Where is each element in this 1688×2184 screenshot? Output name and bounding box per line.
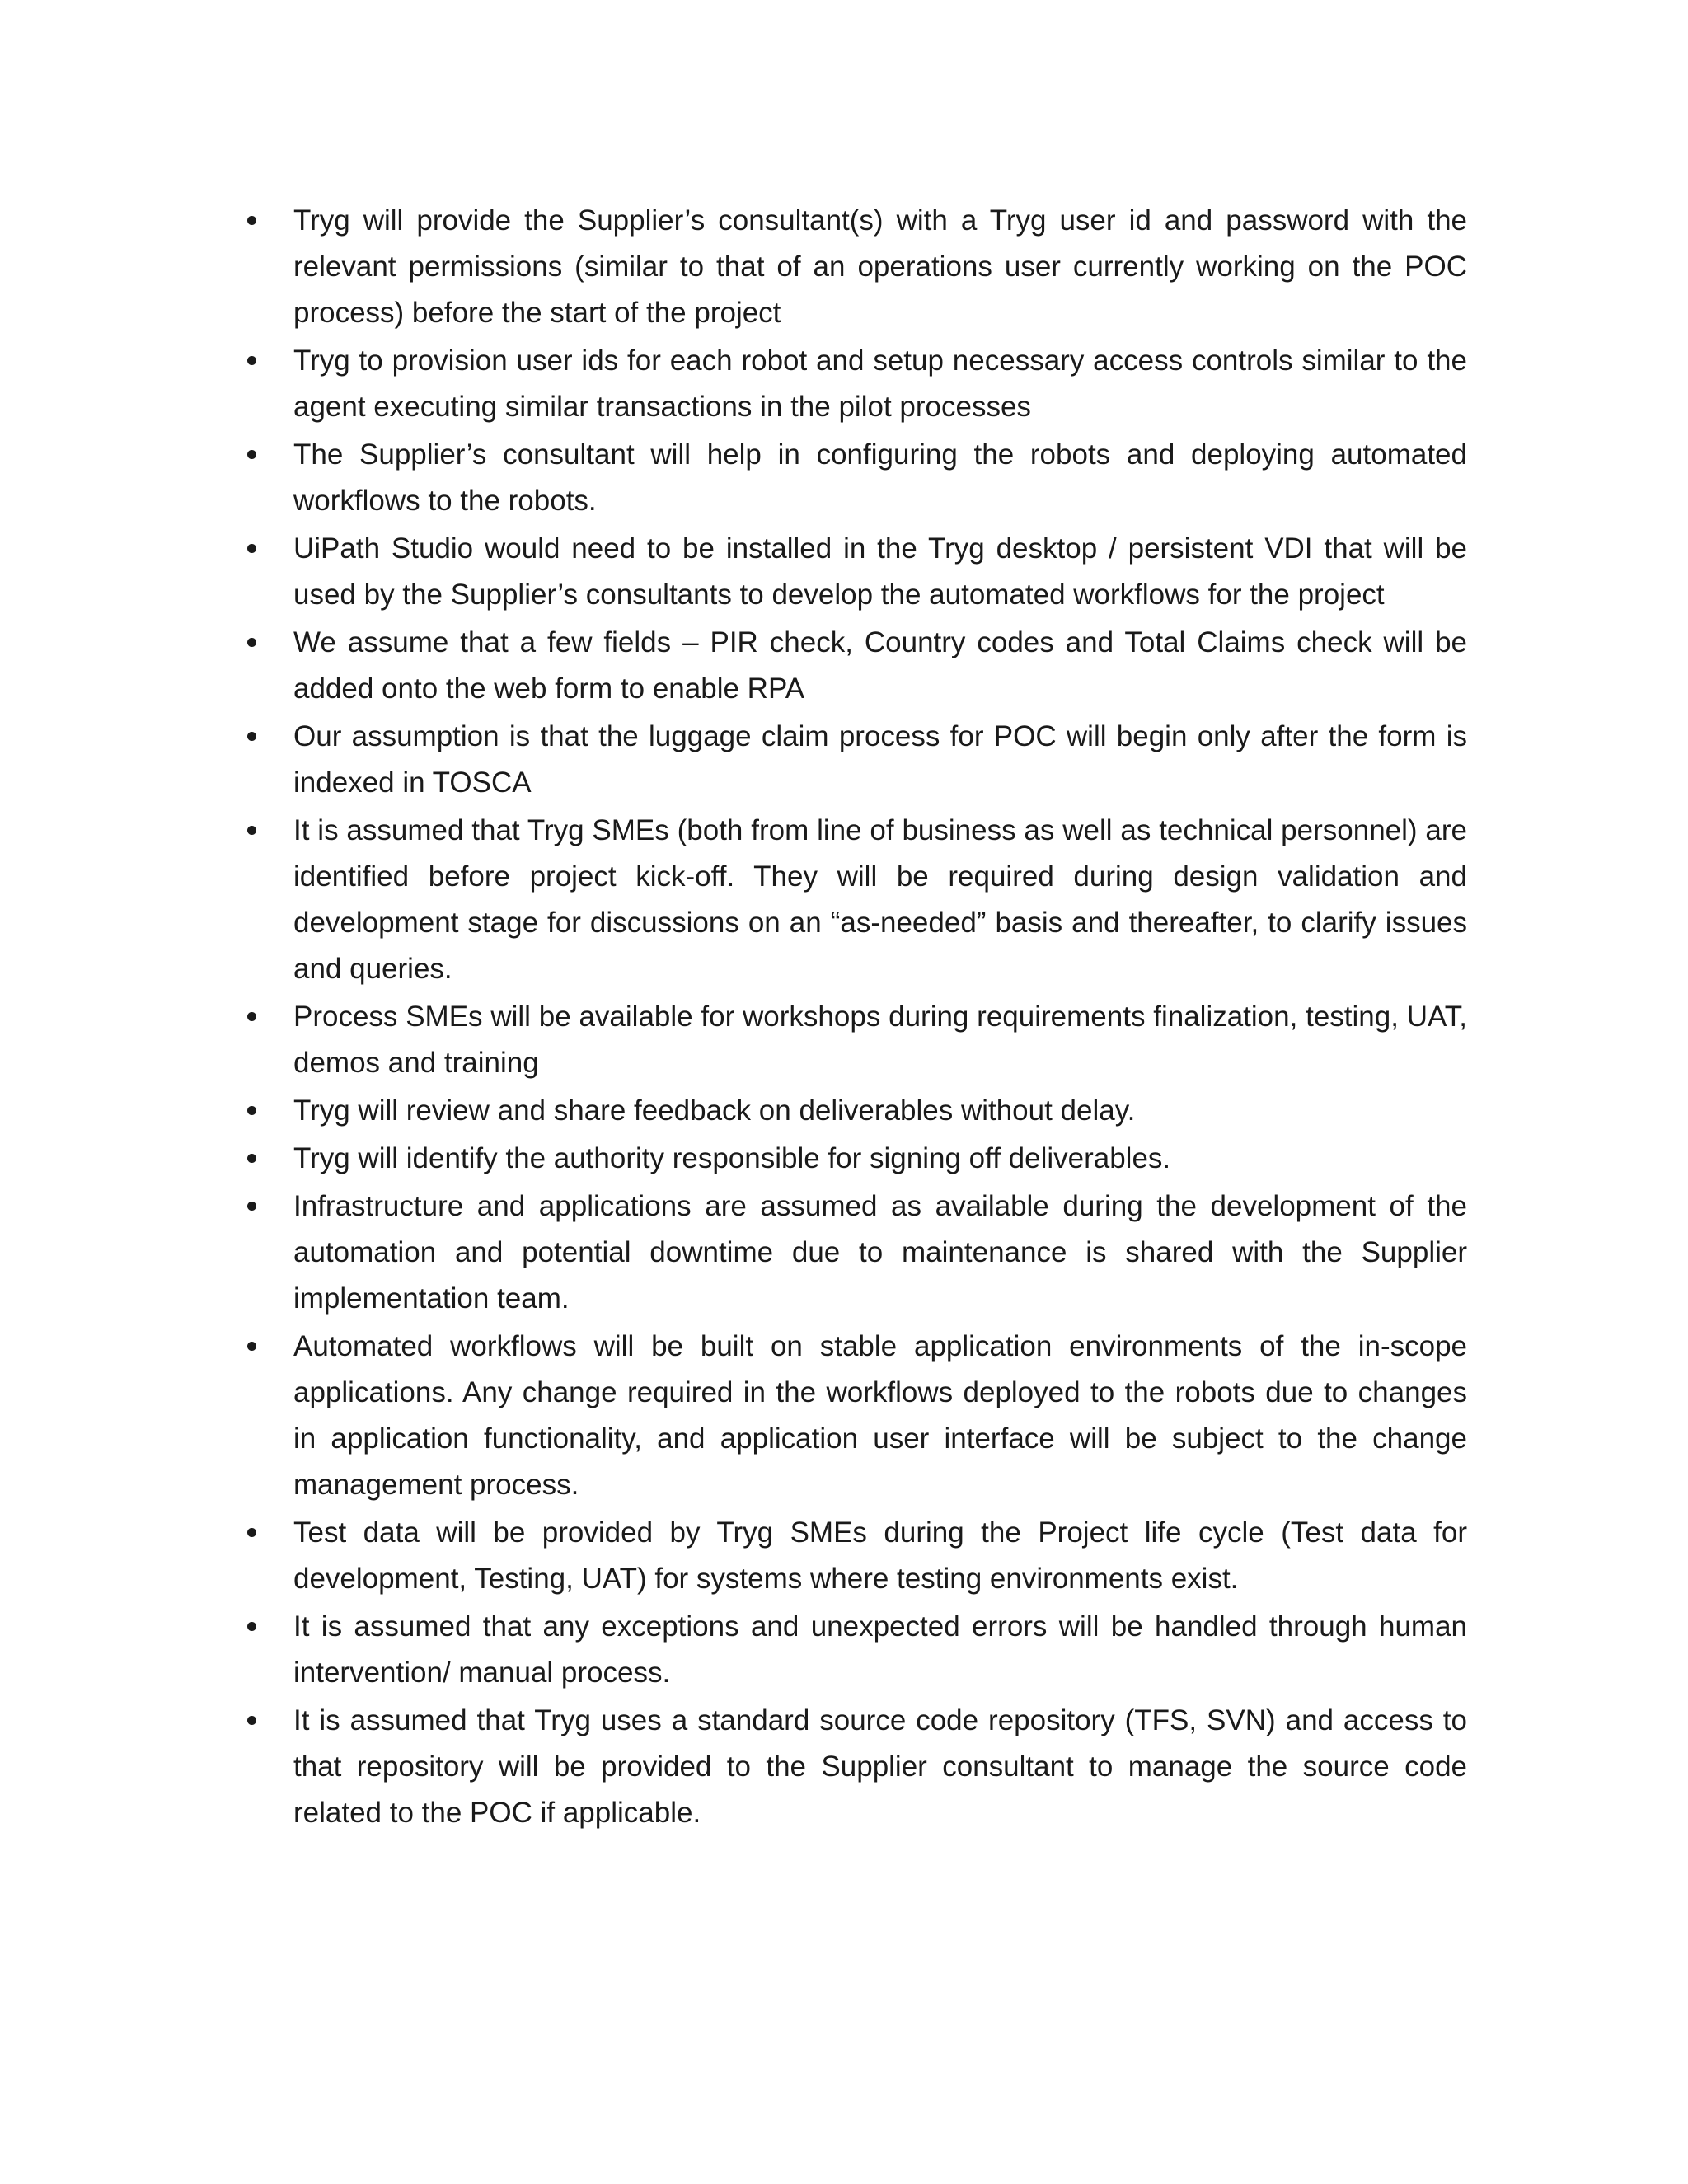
list-item [247,1183,1467,1322]
list-item-text: It is assumed that any exceptions and unexpected errors will be handled through human intervention/ manual process. [293,1610,1467,1689]
bullet-icon [247,1154,256,1163]
list-item-text: Tryg will review and share feedback on deliverables without delay. [293,1094,1136,1127]
list-item-text: Tryg to provision user ids for each robot and setup necessary access controls similar to the agent executing similar transactions in the pilot processes [293,344,1467,423]
list-item [247,620,1467,712]
list-item [247,198,1467,336]
list-item [247,1698,1467,1836]
list-item [247,1604,1467,1696]
bullet-icon [247,450,256,459]
list-item [247,526,1467,618]
bullet-icon [247,544,256,553]
list-item-text: Infrastructure and applications are assumed as available during the development of the automation and potential downtime due to maintenance is shared with the Supplier implementation team. [293,1190,1467,1315]
list-item-text: Tryg will provide the Supplier’s consultant(s) with a Tryg user id and password with the relevant permissions (similar to that of an operations user currently working on the POC process) before the start of the project [293,204,1467,329]
bullet-icon [247,216,256,225]
bullet-icon [247,826,256,835]
list-item-text: It is assumed that Tryg uses a standard source code repository (TFS, SVN) and access to that repository will be provided to the Supplier consultant to manage the source code related to the POC if applicable. [293,1704,1467,1829]
bullet-icon [247,1202,256,1211]
list-item [247,1324,1467,1508]
list-item-text: Our assumption is that the luggage claim process for POC will begin only after the form is indexed in TOSCA [293,720,1467,799]
bullet-icon [247,356,256,365]
list-item [247,994,1467,1086]
list-item-text: It is assumed that Tryg SMEs (both from line of business as well as technical personnel) are identified before project kick-off. They will be required during design validation and development stage for discussions on an “as-needed” basis and thereafter, to clarify issues and queries. [293,814,1467,985]
list-item-text: The Supplier’s consultant will help in configuring the robots and deploying automated workflows to the robots. [293,438,1467,517]
list-item-text: Test data will be provided by Tryg SMEs during the Project life cycle (Test data for development, Testing, UAT) for systems where testing environments exist. [293,1516,1467,1595]
assumptions-list [247,198,1467,1838]
bullet-icon [247,638,256,647]
list-item-text: We assume that a few fields – PIR check, Country codes and Total Claims check will be added onto the web form to enable RPA [293,626,1467,705]
bullet-icon [247,1106,256,1115]
list-item [247,338,1467,430]
bullet-icon [247,1528,256,1537]
list-item-text: Process SMEs will be available for workshops during requirements finalization, testing, UAT, demos and training [293,1001,1467,1079]
list-item-text: Automated workflows will be built on stable application environments of the in-scope applications. Any change required in the workflows deployed to the robots due to changes in application functionality, and application user interface will be subject to the change management process. [293,1330,1467,1501]
list-item [247,808,1467,992]
bullet-icon [247,1342,256,1351]
bullet-icon [247,1716,256,1725]
list-item [247,432,1467,524]
bullet-icon [247,1012,256,1021]
bullet-icon [247,732,256,741]
list-item-text: Tryg will identify the authority responsible for signing off deliverables. [293,1142,1171,1174]
list-item [247,1510,1467,1602]
list-item [247,714,1467,806]
list-item [247,1088,1467,1134]
list-item-text: UiPath Studio would need to be installed in the Tryg desktop / persistent VDI that will be used by the Supplier’s consultants to develop the automated workflows for the project [293,532,1467,611]
bullet-icon [247,1622,256,1631]
list-item [247,1136,1467,1182]
